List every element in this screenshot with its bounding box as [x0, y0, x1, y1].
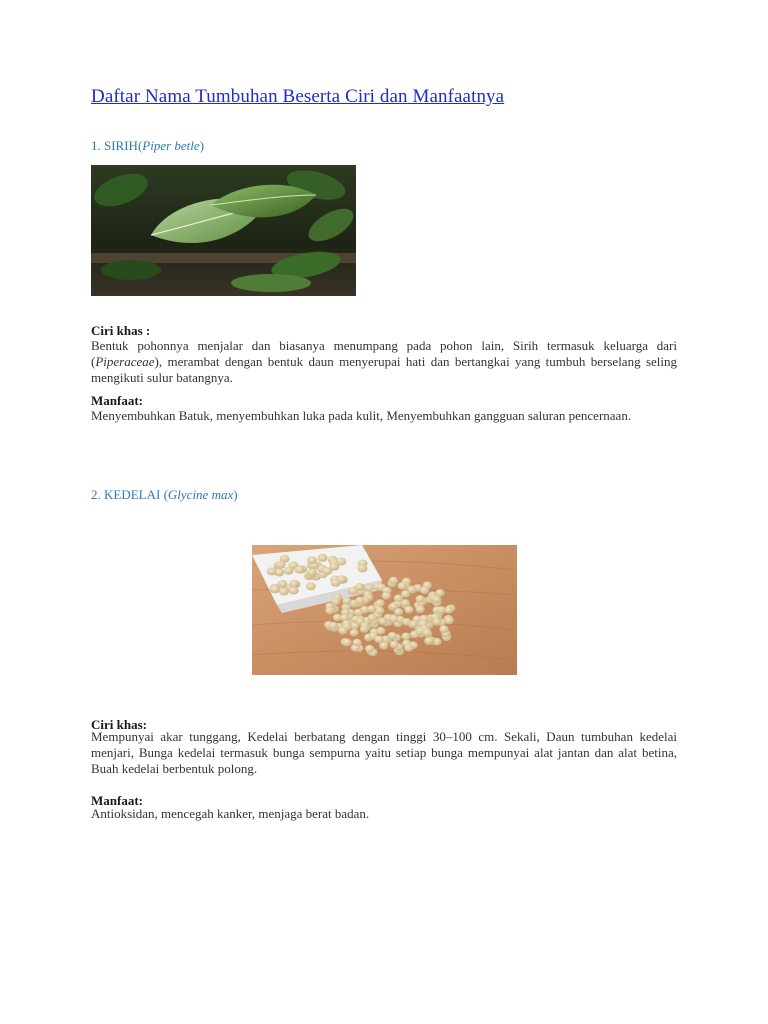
sirih-leaf-illustration: [91, 165, 356, 296]
plant-1-heading-suffix: ): [199, 138, 205, 153]
plant-2-ciri-text: Mempunyai akar tunggang, Kedelai berbatang dengan tinggi 30–100 cm. Sekali, Daun tumbuhan kedelai menjari, Bunga kedelai termasuk bunga sempurna yaitu setiap bunga mempunyai alat jantan dan alat betina, Buah kedelai berbentuk polong.: [91, 729, 677, 776]
plant-2-heading-suffix: ): [233, 487, 238, 502]
kedelai-soybean-photo: [252, 545, 517, 675]
soybean-illustration: [252, 545, 517, 675]
plant-1-manfaat-text: Menyembuhkan Batuk, menyembuhkan luka pada kulit, Menyembuhkan gangguan saluran pencernaan.: [91, 408, 632, 423]
plant-1-ciri-text-part-1: Bentuk pohonnya menjalar dan biasanya menumpang pada pohon lain, Sirih termasuk keluarga dari (: [91, 338, 677, 369]
plant-2-latin-name: Glycine max: [167, 487, 234, 502]
plant-1-heading-prefix: 1. SIRIH(: [91, 138, 143, 153]
plant-2-ciri-label: Ciri khas:: [91, 717, 147, 732]
plant-1-ciri-text: [91, 338, 677, 386]
sirih-leaf-photo: [91, 165, 356, 296]
plant-1-ciri-text-part-2: ), merambat dengan bentuk daun menyerupai hati dan bertangkai yang tumbuh berselang seling mengikuti sulur batangnya.: [91, 354, 677, 385]
plant-1-ciri-label: Ciri khas :: [91, 323, 151, 338]
page-title[interactable]: Daftar Nama Tumbuhan Beserta Ciri dan Manfaatnya: [91, 86, 505, 107]
plant-2-manfaat-label: Manfaat:: [91, 793, 143, 808]
plant-1-heading: [91, 138, 204, 154]
plant-2-heading-prefix: 2. KEDELAI (: [91, 487, 168, 502]
plant-1-family-name: Piperaceae: [95, 354, 155, 369]
plant-1-latin-name: Piper betle: [142, 138, 200, 153]
plant-2-manfaat-text: Antioksidan, mencegah kanker, menjaga berat badan.: [91, 806, 370, 821]
plant-2-heading: [91, 487, 238, 503]
plant-1-manfaat-label: Manfaat:: [91, 393, 143, 408]
